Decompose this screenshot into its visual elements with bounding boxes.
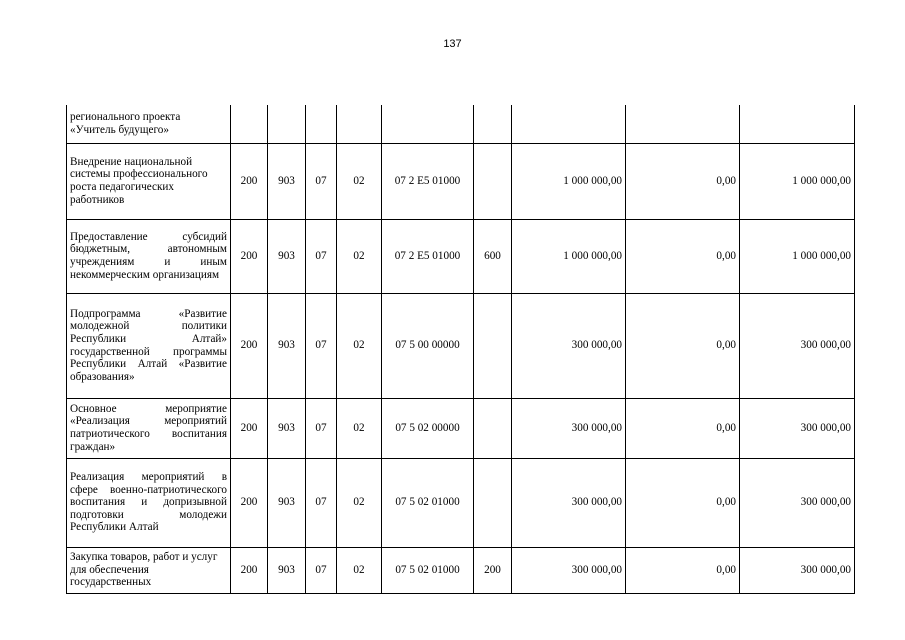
cell-sum2: 0,00 bbox=[626, 143, 740, 219]
cell-subsection bbox=[337, 105, 382, 143]
cell-code1: 200 bbox=[231, 143, 268, 219]
cell-code1: 200 bbox=[231, 458, 268, 547]
row-name: Подпрограмма «Развитие молодежной политики Республики Алтай» государственной программы Республики Алтай «Развитие образования» bbox=[67, 293, 231, 398]
cell-type bbox=[474, 293, 512, 398]
row-name: Реализация мероприятий в сфере военно-патриотического воспитания и допризывной подготовки молодежи Республики Алтай bbox=[67, 458, 231, 547]
table-row bbox=[67, 458, 855, 547]
cell-section: 07 bbox=[306, 219, 337, 293]
row-name: Основное мероприятие «Реализация мероприятий патриотического воспитания граждан» bbox=[67, 398, 231, 458]
table-row bbox=[67, 547, 855, 593]
cell-sum3: 300 000,00 bbox=[740, 547, 855, 593]
cell-sum1: 300 000,00 bbox=[512, 293, 626, 398]
cell-code1: 200 bbox=[231, 293, 268, 398]
cell-sum1: 300 000,00 bbox=[512, 398, 626, 458]
row-name: Закупка товаров, работ и услуг для обеспечения государственных bbox=[67, 547, 231, 593]
cell-code2: 903 bbox=[268, 547, 306, 593]
cell-section: 07 bbox=[306, 293, 337, 398]
cell-sum2: 0,00 bbox=[626, 219, 740, 293]
cell-type: 600 bbox=[474, 219, 512, 293]
budget-table bbox=[66, 105, 855, 594]
table-row bbox=[67, 219, 855, 293]
cell-code2: 903 bbox=[268, 293, 306, 398]
cell-target: 07 5 00 00000 bbox=[382, 293, 474, 398]
cell-type bbox=[474, 458, 512, 547]
cell-sum2: 0,00 bbox=[626, 293, 740, 398]
cell-section: 07 bbox=[306, 398, 337, 458]
cell-sum2: 0,00 bbox=[626, 458, 740, 547]
row-name: Внедрение национальной системы профессионального роста педагогических работников bbox=[67, 143, 231, 219]
cell-code2: 903 bbox=[268, 219, 306, 293]
cell-sum1: 300 000,00 bbox=[512, 547, 626, 593]
cell-sum3: 300 000,00 bbox=[740, 398, 855, 458]
cell-sum3 bbox=[740, 105, 855, 143]
cell-sum1: 1 000 000,00 bbox=[512, 219, 626, 293]
cell-code1: 200 bbox=[231, 219, 268, 293]
cell-code2: 903 bbox=[268, 398, 306, 458]
cell-type bbox=[474, 143, 512, 219]
table-row bbox=[67, 398, 855, 458]
cell-code2: 903 bbox=[268, 143, 306, 219]
cell-type: 200 bbox=[474, 547, 512, 593]
cell-target bbox=[382, 105, 474, 143]
cell-target: 07 5 02 00000 bbox=[382, 398, 474, 458]
cell-section bbox=[306, 105, 337, 143]
cell-target: 07 2 E5 01000 bbox=[382, 143, 474, 219]
cell-subsection: 02 bbox=[337, 458, 382, 547]
cell-subsection: 02 bbox=[337, 547, 382, 593]
table-row bbox=[67, 293, 855, 398]
cell-sum1 bbox=[512, 105, 626, 143]
cell-subsection: 02 bbox=[337, 143, 382, 219]
cell-code1 bbox=[231, 105, 268, 143]
cell-sum3: 1 000 000,00 bbox=[740, 219, 855, 293]
cell-sum2 bbox=[626, 105, 740, 143]
cell-code2: 903 bbox=[268, 458, 306, 547]
cell-target: 07 5 02 01000 bbox=[382, 547, 474, 593]
table-row bbox=[67, 105, 855, 143]
page-number: 137 bbox=[443, 38, 462, 50]
cell-type bbox=[474, 398, 512, 458]
cell-target: 07 5 02 01000 bbox=[382, 458, 474, 547]
cell-sum1: 300 000,00 bbox=[512, 458, 626, 547]
cell-code1: 200 bbox=[231, 547, 268, 593]
cell-sum2: 0,00 bbox=[626, 547, 740, 593]
cell-sum3: 300 000,00 bbox=[740, 458, 855, 547]
cell-sum3: 300 000,00 bbox=[740, 293, 855, 398]
cell-subsection: 02 bbox=[337, 293, 382, 398]
cell-code2 bbox=[268, 105, 306, 143]
row-name: регионального проекта «Учитель будущего» bbox=[67, 105, 231, 143]
cell-sum1: 1 000 000,00 bbox=[512, 143, 626, 219]
row-name: Предоставление субсидий бюджетным, автономным учреждениям и иным некоммерческим организациям bbox=[67, 219, 231, 293]
cell-subsection: 02 bbox=[337, 398, 382, 458]
table-row bbox=[67, 143, 855, 219]
cell-sum2: 0,00 bbox=[626, 398, 740, 458]
cell-type bbox=[474, 105, 512, 143]
cell-code1: 200 bbox=[231, 398, 268, 458]
cell-section: 07 bbox=[306, 547, 337, 593]
cell-section: 07 bbox=[306, 458, 337, 547]
cell-target: 07 2 E5 01000 bbox=[382, 219, 474, 293]
cell-sum3: 1 000 000,00 bbox=[740, 143, 855, 219]
cell-subsection: 02 bbox=[337, 219, 382, 293]
cell-section: 07 bbox=[306, 143, 337, 219]
